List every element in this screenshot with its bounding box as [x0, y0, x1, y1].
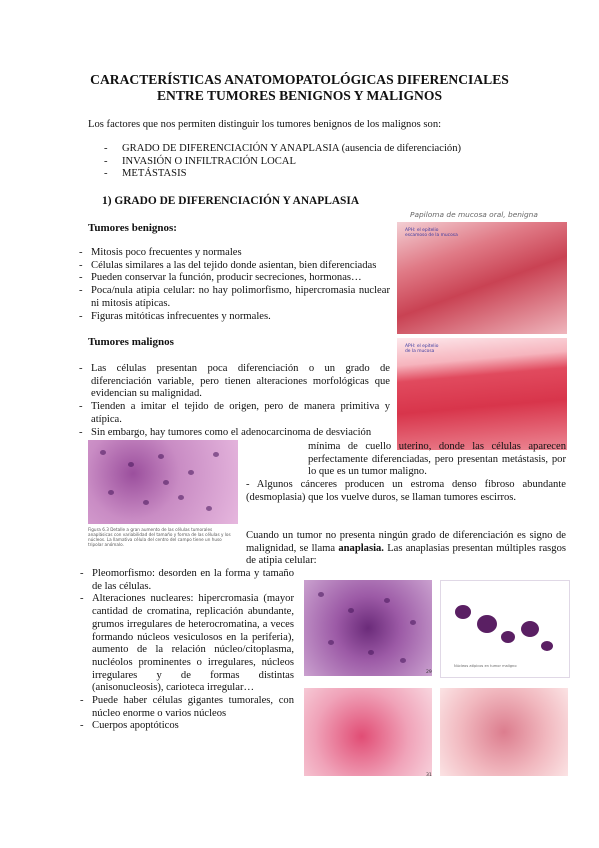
histology-image-benign: [397, 222, 567, 334]
atypia-list: [92, 568, 294, 733]
section-heading: 1) GRADO DE DIFERENCIACIÓN Y ANAPLASIA: [102, 195, 360, 207]
factors-list: [122, 143, 461, 181]
list-item: - Pueden conservar la función, producir secreciones, hormonas…: [91, 272, 390, 285]
anaplasia-paragraph: [246, 530, 566, 568]
list-item: - Alteraciones nucleares: hipercromasia (mayor cantidad de cromatina, replicación abundante, grumos irregulares de heterocromatina, a veces formando núcleos vesiculosos en la periferia), aumento de la relación núcleo/citoplasma, nucléolos prominentes o irregulares, núcleos irregulares y de formas distintas (anisonucleosis), carioteca irregular…: [92, 593, 294, 695]
list-item: - Puede haber células gigantes tumorales, con núcleo enorme o varios núcleos: [92, 695, 294, 720]
benignos-list: [91, 247, 390, 323]
page-title-line2: ENTRE TUMORES BENIGNOS Y MALIGNOS: [156, 88, 443, 103]
list-item: - Células similares a las del tejido donde asientan, bien diferenciadas: [91, 260, 390, 273]
sub-item-text: - Algunos cánceres producen un estroma denso fibroso abundante (desmoplasia) que los vuelve duros, se llaman tumores escirros.: [246, 479, 566, 503]
image-caption-micro: Núcleos atípicos en tumor maligno: [454, 664, 517, 668]
histology-image-hyperchromasia: [304, 688, 432, 776]
malignos-continuation: [246, 441, 566, 505]
list-item: - Sin embargo, hay tumores como el adenocarcinoma de desviación: [91, 427, 390, 440]
malignos-list: [91, 363, 390, 439]
benignos-heading: Tumores benignos:: [88, 222, 177, 234]
list-item: - Cuerpos apoptóticos: [92, 720, 294, 733]
page-title-line1: CARACTERÍSTICAS ANATOMOPATOLÓGICAS DIFERENCIALES: [90, 72, 509, 87]
image-number: 31: [426, 773, 432, 778]
list-item: - Tienden a imitar el tejido de origen, pero de manera primitiva y atípica.: [91, 401, 390, 426]
list-item: - Poca/nula atipia celular: no hay polimorfismo, hipercromasia nuclear ni mitosis atípicas.: [91, 285, 390, 310]
image-caption-papiloma: Papiloma de mucosa oral, benigna: [410, 210, 538, 219]
image-label: APH: el epitelio escamoso de la mucosa: [405, 228, 458, 239]
histology-image-malignant: [397, 338, 567, 450]
list-item: - Las células presentan poca diferenciación o un grado de diferenciación variable, pero tienen alteraciones morfológicas que evidencian su malignidad.: [91, 363, 390, 401]
malignos-heading: Tumores malignos: [88, 336, 174, 348]
anaplasia-text: Cuando un tumor no presenta ningún grado de diferenciación es signo de malignidad, se llama: [246, 530, 566, 554]
list-item: - Figuras mitóticas infrecuentes y normales.: [91, 311, 390, 324]
continuation-text: mínima de cuello uterino, donde las células aparecen perfectamente diferenciadas, pero presentan metástasis, por lo que es un tumor maligno.: [308, 441, 566, 478]
image-label: APH: el epitelio de la mucosa: [405, 344, 439, 355]
list-item: - GRADO DE DIFERENCIACIÓN Y ANAPLASIA (ausencia de diferenciación): [122, 143, 461, 156]
list-item: - METÁSTASIS: [122, 168, 461, 181]
image-caption-figure: Figura 6.3 Detalle a gran aumento de las células tumorales anaplásicas con variabilidad del tamaño y forma de las células y los núcleos. La llamativa célula del centro del campo tiene un huso tripolar anómalo.: [88, 527, 231, 547]
histology-image-nuclei: [440, 688, 568, 776]
anaplastic-cells-image: [88, 440, 238, 524]
list-item: - Pleomorfismo: desorden en la forma y tamaño de las células.: [92, 568, 294, 593]
histology-image-pleomorphism: [304, 580, 432, 676]
intro-text: Los factores que nos permiten distinguir los tumores benignos de los malignos son:: [88, 119, 442, 130]
anaplasia-text-after: Las anaplasias presentan múltiples rasgos de atipia celular:: [246, 542, 566, 567]
image-number: 29: [426, 670, 432, 675]
list-item: - Mitosis poco frecuentes y normales: [91, 247, 390, 260]
anaplasia-term: anaplasia.: [338, 542, 384, 554]
list-item: - INVASIÓN O INFILTRACIÓN LOCAL: [122, 156, 461, 169]
